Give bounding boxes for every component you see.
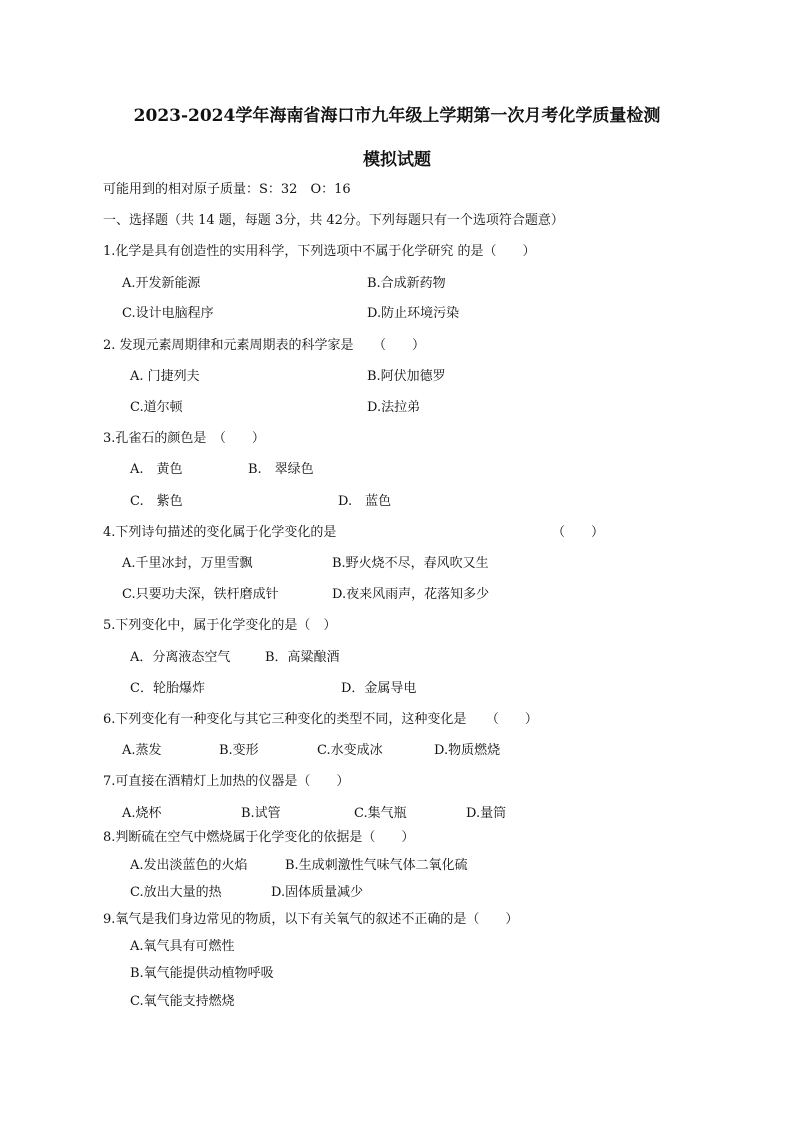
option-c: C.只要功夫深，铁杆磨成针: [122, 587, 279, 602]
question-stem: 2. 发现元素周期律和元素周期表的科学家是 （ ）: [103, 338, 426, 353]
option-c: C.放出大量的热: [130, 885, 222, 900]
option-b: B．高粱酿酒: [265, 650, 340, 665]
page-subtitle: 模拟试题: [363, 150, 431, 170]
question-stem: 8.判断硫在空气中燃烧属于化学变化的依据是（ ）: [103, 830, 415, 845]
option-b: B. 翠绿色: [248, 462, 314, 477]
page-title: 2023-2024学年海南省海口市九年级上学期第一次月考化学质量检测: [133, 106, 661, 126]
option-a: A.发出淡蓝色的火焰: [130, 858, 248, 873]
option-a: A.烧杯: [122, 806, 162, 821]
option-c: C. 紫色: [130, 494, 183, 509]
option-b: B.合成新药物: [367, 276, 446, 291]
option-a: A.千里冰封，万里雪飘: [122, 556, 253, 571]
option-c: C.设计电脑程序: [122, 306, 214, 321]
option-a: A.氧气具有可燃性: [130, 939, 235, 954]
question-stem: 4.下列诗句描述的变化属于化学变化的是: [103, 525, 337, 540]
option-d: D. 蓝色: [338, 494, 392, 509]
option-d: D.防止环境污染: [367, 306, 460, 321]
option-d: D.物质燃烧: [434, 743, 501, 758]
answer-bracket: （ ）: [552, 525, 605, 540]
option-d: D.固体质量减少: [271, 885, 364, 900]
option-a: A.开发新能源: [122, 276, 201, 291]
option-c: C．轮胎爆炸: [130, 681, 205, 696]
question-stem: 9.氧气是我们身边常见的物质，以下有关氧气的叙述不正确的是（ ）: [103, 912, 519, 927]
option-b: B.阿伏加德罗: [367, 369, 446, 384]
option-d: D．金属导电: [341, 681, 417, 696]
option-b: B.试管: [241, 806, 281, 821]
section-heading: 一、选择题（共 14 题，每题 3分，共 42分。下列每题只有一个选项符合题意）: [103, 213, 564, 228]
atomic-masses-note: 可能用到的相对原子质量：S：32 O：16: [103, 182, 351, 197]
option-d: D.夜来风雨声，花落知多少: [332, 587, 490, 602]
option-b: B.氧气能提供动植物呼吸: [130, 966, 274, 981]
question-stem: 3.孔雀石的颜色是 （ ）: [103, 431, 265, 446]
option-c: C.道尔顿: [130, 400, 183, 415]
option-a: A. 黄色: [130, 462, 183, 477]
option-b: B.变形: [219, 743, 259, 758]
option-c: C.氧气能支持燃烧: [130, 994, 235, 1009]
option-d: D.法拉弟: [367, 400, 421, 415]
option-d: D.量筒: [466, 806, 507, 821]
question-stem: 5.下列变化中，属于化学变化的是（ ）: [103, 618, 337, 633]
option-a: A.蒸发: [122, 743, 162, 758]
option-a: A．分离液态空气: [130, 650, 231, 665]
option-b: B.野火烧不尽，春风吹又生: [332, 556, 489, 571]
option-b: B.生成刺激性气味气体二氧化硫: [285, 858, 468, 873]
option-c: C.水变成冰: [317, 743, 383, 758]
question-stem: 7.可直接在酒精灯上加热的仪器是（ ）: [103, 774, 350, 789]
option-c: C.集气瓶: [354, 806, 407, 821]
question-stem: 1.化学是具有创造性的实用科学，下列选项中不属于化学研究 的是（ ）: [103, 244, 536, 259]
option-a: A. 门捷列夫: [130, 369, 200, 384]
question-stem: 6.下列变化有一种变化与其它三种变化的类型不同，这种变化是 （ ）: [103, 712, 538, 727]
